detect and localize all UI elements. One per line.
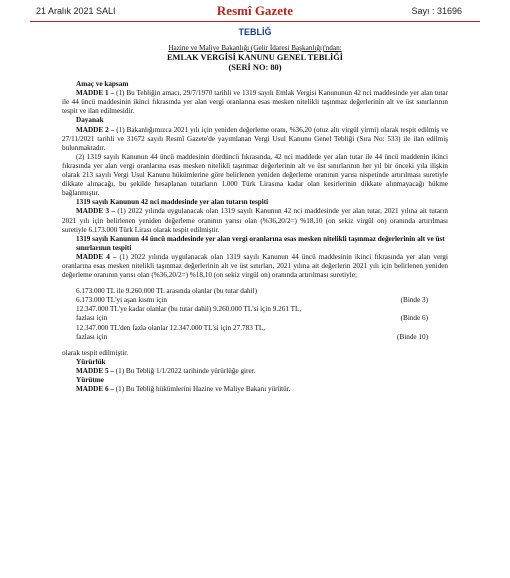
article-4-label: MADDE 4 – xyxy=(76,252,117,261)
document-title: EMLAK VERGİSİ KANUNU GENEL TEBLİĞİ xyxy=(166,53,344,63)
heading-article-44: 1319 sayılı Kanunun 44 üncü maddesinde yer alan vergi oranlarına esas mesken nitelikli taşınmaz değerlerinin alt ve üst sınırlarının tespiti xyxy=(76,234,445,252)
tier-1-text: 6.173.000 TL ile 9.260.000 TL arasında olanlar (bu tutar dahil) xyxy=(76,287,258,296)
article-6-text: (1) Bu Tebliğ hükümlerini Hazine ve Maliye Bakanı yürütür. xyxy=(113,385,291,394)
tier-6-text: fazlası için xyxy=(76,332,108,341)
article-5 xyxy=(62,367,448,376)
tier-2-rate: (Binde 3) xyxy=(400,296,428,305)
tier-line-5 xyxy=(62,324,448,333)
spacer xyxy=(62,280,448,287)
issuer-line: Hazine ve Maliye Bakanlığı (Gelir İdaresi Başkanlığı)'ndan: xyxy=(168,44,342,52)
tier-4-text: fazlası için xyxy=(76,314,108,323)
tier-closing: olarak tespit edilmiştir. xyxy=(62,348,129,357)
article-3 xyxy=(62,207,448,234)
article-2-label: MADDE 2 – xyxy=(76,125,115,134)
article-3-label: MADDE 3 – xyxy=(76,207,116,216)
tier-4-rate: (Binde 6) xyxy=(400,314,428,323)
tier-3-text: 12.347.000 TL'ye kadar olanlar (bu tutar dahil) 9.260.000 TL'si için 9.261 TL, xyxy=(76,305,302,314)
spacer xyxy=(62,342,448,349)
tier-line-6 xyxy=(62,333,448,342)
article-1-label: MADDE 1 – xyxy=(76,89,115,98)
article-4-text: (1) 2022 yılında uygulanacak olan 1319 sayılı Kanunun 44 üncü maddesinin ikinci fıkrasında yer alan vergi oranlarına esas mesken nitelikli taşınmaz değerlerinin alt ve üst sınırları, 2021 yılına ait değerlerin 2021 yılı için belirlenen yeniden değerleme oranının yarısı olan (%36,20/2=) %18,10 (on sekiz virgül on) oranında artırılması suretiyle; xyxy=(62,252,448,280)
article-6-label: MADDE 6 – xyxy=(76,385,114,394)
article-6 xyxy=(62,385,448,394)
gazette-title: Resmî Gazete xyxy=(216,3,294,18)
heading-dayanak: Dayanak xyxy=(76,116,104,125)
article-2 xyxy=(62,126,448,153)
tier-line-2 xyxy=(62,296,448,305)
tier-line-3 xyxy=(62,305,448,314)
tier-line-1 xyxy=(62,287,448,296)
heading-article-42: 1319 sayılı Kanunun 42 nci maddesinde yer alan tutarın tespiti xyxy=(76,198,269,207)
heading-yururluk: Yürürlük xyxy=(76,357,106,366)
tier-6-rate: (Binde 10) xyxy=(397,332,428,341)
page-header xyxy=(0,0,510,22)
article-1 xyxy=(62,89,448,116)
document-serial: (SERİ NO: 80) xyxy=(228,63,282,73)
article-5-label: MADDE 5 – xyxy=(76,366,114,375)
document-body xyxy=(62,44,448,394)
tier-5-text: 12.347.000 TL'den fazla olanlar 12.347.000 TL'si için 27.783 TL, xyxy=(76,323,266,332)
heading-yurutme: Yürütme xyxy=(76,376,104,384)
header-rule xyxy=(30,21,480,22)
article-3-text: (1) 2022 yılında uygulanacak olan 1319 sayılı Kanunun 42 nci maddesinde yer alan tutar, 2021 yılına ait tutarın 2021 yılı için belirlenen yeniden değerleme oranının yarısı olan (%36,20/2=) %18,10 (on sekiz virgül on) oranında artırılması suretiyle 6.173.000 Türk Lirası olarak tespit edilmiştir. xyxy=(62,207,448,234)
heading-amac: Amaç ve kapsam xyxy=(76,80,129,89)
article-5-text: (1) Bu Tebliğ 1/1/2022 tarihinde yürürlüğe girer. xyxy=(113,366,256,375)
article-4 xyxy=(62,253,448,280)
section-label: TEBLİĞ xyxy=(238,27,272,37)
article-1-text: (1) Bu Tebliğin amacı, 29/7/1970 tarihli ve 1319 sayılı Emlak Vergisi Kanununun 42 nci maddesinde yer alan tutar ile 44 üncü maddesinin ikinci fıkrasında yer alan vergi oranlarına esas mesken nitelikli taşınmaz değerlerinin alt ve üst sınırlarının tespit ve ilan edilmesidir. xyxy=(62,89,448,116)
tier-2-text: 6.173.000 TL'yi aşan kısmı için xyxy=(76,296,167,305)
tier-line-4 xyxy=(62,314,448,323)
article-2-paragraph-2: (2) 1319 sayılı Kanunun 44 üncü maddesinin dördüncü fıkrasında, 42 nci maddede yer alan tutar ile 44 üncü maddenin ikinci fıkrasında yer alan vergi oranlarına esas mesken nitelikli taşınmaz değerlerinin alt ve üst sınırlarının her yıl bir önceki yıla ilişkin olarak 213 sayılı Vergi Usul Kanunu hükümlerine göre belirlenen yeniden değerleme oranının yarısı nispetinde artırılması suretiyle dikkate alınacağı, bu şekilde hesaplanan tutarların 1.000 Türk Lirasına kadar olan kesirlerinin dikkate alınmayacağı hükme bağlanmıştır. xyxy=(62,152,448,198)
issue-number: Sayı : 31696 xyxy=(411,6,462,16)
article-2-text: (1) Bakanlığımızca 2021 yılı için yeniden değerleme oranı, %36,20 (otuz altı virgül yirmi) olarak tespit edilmiş ve 27/11/2021 tarihli ve 31672 sayılı Resmî Gazete'de yayımlanan Vergi Usul Kanunu Genel Tebliği (Sıra No: 533) ile ilan edilmiş bulunmaktadır. xyxy=(62,125,448,152)
issue-date: 21 Aralık 2021 SALI xyxy=(36,6,116,16)
